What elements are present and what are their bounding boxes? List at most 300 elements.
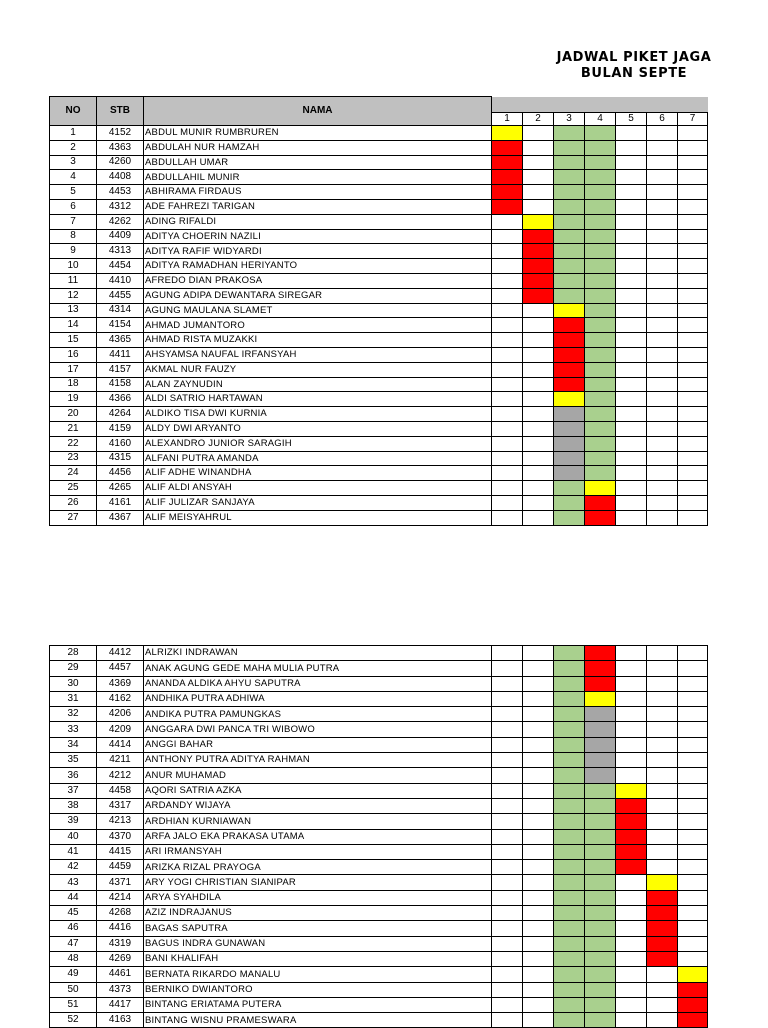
day-cell-3 (554, 377, 585, 392)
row-number: 12 (50, 288, 97, 303)
row-number: 24 (50, 466, 97, 481)
table-row (50, 875, 708, 890)
row-number: 30 (50, 676, 97, 691)
day-cell-6 (647, 303, 678, 318)
day-header: 6 (647, 113, 678, 126)
row-number: 31 (50, 691, 97, 706)
day-cell-2 (523, 185, 554, 200)
table-row (50, 199, 708, 214)
day-cell-3 (554, 951, 585, 966)
day-cell-4 (585, 844, 616, 859)
day-cell-7 (678, 707, 708, 722)
row-stb: 4265 (97, 481, 144, 496)
table-row (50, 646, 708, 661)
day-cell-4 (585, 1013, 616, 1028)
day-cell-6 (647, 318, 678, 333)
table-row (50, 140, 708, 155)
day-cell-4 (585, 199, 616, 214)
row-nama: ALRIZKI INDRAWAN (144, 646, 492, 661)
row-stb: 4319 (97, 936, 144, 951)
day-cell-4 (585, 829, 616, 844)
row-stb: 4260 (97, 155, 144, 170)
table-row (50, 259, 708, 274)
row-nama: ADITYA RAFIF WIDYARDI (144, 244, 492, 259)
day-cell-2 (523, 906, 554, 921)
day-cell-2 (523, 392, 554, 407)
day-cell-7 (678, 906, 708, 921)
day-cell-7 (678, 126, 708, 141)
day-cell-4 (585, 875, 616, 890)
day-cell-2 (523, 362, 554, 377)
day-cell-1 (492, 377, 523, 392)
table-row (50, 392, 708, 407)
day-cell-6 (647, 707, 678, 722)
row-nama: ALIF JULIZAR SANJAYA (144, 495, 492, 510)
row-number: 4 (50, 170, 97, 185)
day-cell-1 (492, 481, 523, 496)
row-number: 34 (50, 737, 97, 752)
table-row (50, 921, 708, 936)
row-number: 2 (50, 140, 97, 155)
day-cell-6 (647, 199, 678, 214)
row-nama: BAGAS SAPUTRA (144, 921, 492, 936)
row-number: 27 (50, 510, 97, 525)
day-cell-1 (492, 1013, 523, 1028)
day-cell-2 (523, 407, 554, 422)
table-row (50, 229, 708, 244)
day-cell-7 (678, 768, 708, 783)
day-cell-3 (554, 676, 585, 691)
day-cell-6 (647, 273, 678, 288)
day-cell-1 (492, 407, 523, 422)
day-cell-1 (492, 273, 523, 288)
row-stb: 4367 (97, 510, 144, 525)
day-cell-3 (554, 982, 585, 997)
day-cell-2 (523, 722, 554, 737)
row-stb: 4269 (97, 951, 144, 966)
row-stb: 4458 (97, 783, 144, 798)
day-cell-1 (492, 421, 523, 436)
day-cell-1 (492, 906, 523, 921)
table-row (50, 951, 708, 966)
day-cell-7 (678, 214, 708, 229)
day-cell-3 (554, 829, 585, 844)
day-cell-2 (523, 691, 554, 706)
row-nama: BINTANG ERIATAMA PUTERA (144, 997, 492, 1012)
day-cell-4 (585, 303, 616, 318)
row-number: 33 (50, 722, 97, 737)
table-row (50, 451, 708, 466)
day-cell-4 (585, 646, 616, 661)
day-cell-7 (678, 185, 708, 200)
day-cell-1 (492, 737, 523, 752)
day-cell-3 (554, 362, 585, 377)
day-cell-1 (492, 185, 523, 200)
day-cell-3 (554, 768, 585, 783)
table-row (50, 510, 708, 525)
row-nama: ANGGARA DWI PANCA TRI WIBOWO (144, 722, 492, 737)
day-cell-5 (616, 421, 647, 436)
row-number: 6 (50, 199, 97, 214)
day-cell-3 (554, 860, 585, 875)
day-cell-4 (585, 691, 616, 706)
day-cell-5 (616, 768, 647, 783)
row-number: 50 (50, 982, 97, 997)
day-cell-4 (585, 936, 616, 951)
day-cell-4 (585, 288, 616, 303)
day-cell-4 (585, 906, 616, 921)
day-cell-2 (523, 982, 554, 997)
day-header: 4 (585, 113, 616, 126)
table-row (50, 798, 708, 813)
row-number: 25 (50, 481, 97, 496)
day-cell-6 (647, 890, 678, 905)
row-nama: AFREDO DIAN PRAKOSA (144, 273, 492, 288)
day-cell-6 (647, 722, 678, 737)
day-cell-4 (585, 510, 616, 525)
day-cell-6 (647, 392, 678, 407)
row-nama: ARDANDY WIJAYA (144, 798, 492, 813)
day-cell-7 (678, 997, 708, 1012)
day-cell-7 (678, 273, 708, 288)
row-number: 26 (50, 495, 97, 510)
day-cell-5 (616, 377, 647, 392)
day-cell-7 (678, 362, 708, 377)
day-cell-6 (647, 244, 678, 259)
day-cell-5 (616, 436, 647, 451)
day-cell-1 (492, 768, 523, 783)
day-cell-5 (616, 170, 647, 185)
row-nama: ABDUL MUNIR RUMBRUREN (144, 126, 492, 141)
day-cell-5 (616, 875, 647, 890)
day-cell-7 (678, 259, 708, 274)
row-number: 5 (50, 185, 97, 200)
row-stb: 4373 (97, 982, 144, 997)
row-stb: 4313 (97, 244, 144, 259)
table-row (50, 377, 708, 392)
day-cell-3 (554, 875, 585, 890)
row-number: 42 (50, 860, 97, 875)
row-nama: ARIZKA RIZAL PRAYOGA (144, 860, 492, 875)
day-cell-5 (616, 214, 647, 229)
day-cell-1 (492, 936, 523, 951)
row-number: 39 (50, 814, 97, 829)
day-cell-3 (554, 347, 585, 362)
day-cell-3 (554, 936, 585, 951)
row-number: 23 (50, 451, 97, 466)
day-cell-7 (678, 798, 708, 813)
table-row (50, 362, 708, 377)
row-nama: ARY YOGI CHRISTIAN SIANIPAR (144, 875, 492, 890)
day-cell-3 (554, 229, 585, 244)
day-cell-4 (585, 753, 616, 768)
day-cell-5 (616, 126, 647, 141)
day-cell-7 (678, 421, 708, 436)
day-cell-2 (523, 707, 554, 722)
day-cell-7 (678, 303, 708, 318)
day-cell-1 (492, 691, 523, 706)
day-cell-3 (554, 783, 585, 798)
table-row (50, 814, 708, 829)
day-cell-1 (492, 982, 523, 997)
day-cell-3 (554, 921, 585, 936)
row-stb: 4414 (97, 737, 144, 752)
row-nama: ALEXANDRO JUNIOR SARAGIH (144, 436, 492, 451)
row-number: 19 (50, 392, 97, 407)
day-cell-5 (616, 707, 647, 722)
row-number: 15 (50, 333, 97, 348)
row-nama: ALFANI PUTRA AMANDA (144, 451, 492, 466)
row-nama: AHSYAMSA NAUFAL IRFANSYAH (144, 347, 492, 362)
day-cell-7 (678, 333, 708, 348)
day-cell-5 (616, 646, 647, 661)
day-cell-2 (523, 170, 554, 185)
day-cell-2 (523, 259, 554, 274)
row-number: 35 (50, 753, 97, 768)
row-stb: 4459 (97, 860, 144, 875)
table-row (50, 436, 708, 451)
day-cell-3 (554, 392, 585, 407)
row-stb: 4416 (97, 921, 144, 936)
day-cell-2 (523, 466, 554, 481)
row-nama: ALAN ZAYNUDIN (144, 377, 492, 392)
day-cell-4 (585, 273, 616, 288)
day-cell-6 (647, 229, 678, 244)
day-cell-7 (678, 890, 708, 905)
row-nama: ARDHIAN KURNIAWAN (144, 814, 492, 829)
row-number: 9 (50, 244, 97, 259)
day-cell-7 (678, 436, 708, 451)
day-cell-7 (678, 844, 708, 859)
row-nama: ADITYA RAMADHAN HERIYANTO (144, 259, 492, 274)
day-cell-2 (523, 844, 554, 859)
day-cell-4 (585, 392, 616, 407)
day-cell-7 (678, 481, 708, 496)
day-cell-6 (647, 347, 678, 362)
day-cell-5 (616, 951, 647, 966)
row-stb: 4371 (97, 875, 144, 890)
row-nama: AZIZ INDRAJANUS (144, 906, 492, 921)
day-cell-3 (554, 691, 585, 706)
row-stb: 4317 (97, 798, 144, 813)
day-cell-6 (647, 814, 678, 829)
day-cell-6 (647, 377, 678, 392)
row-number: 40 (50, 829, 97, 844)
schedule-title: JADWAL PIKET JAGA (556, 50, 712, 65)
day-cell-2 (523, 244, 554, 259)
day-cell-2 (523, 214, 554, 229)
table-row (50, 722, 708, 737)
day-cell-2 (523, 333, 554, 348)
row-nama: ABHIRAMA FIRDAUS (144, 185, 492, 200)
row-nama: BAGUS INDRA GUNAWAN (144, 936, 492, 951)
day-cell-1 (492, 495, 523, 510)
day-cell-1 (492, 676, 523, 691)
row-number: 51 (50, 997, 97, 1012)
day-cell-2 (523, 753, 554, 768)
day-cell-2 (523, 783, 554, 798)
day-cell-3 (554, 646, 585, 661)
day-cell-6 (647, 875, 678, 890)
day-cell-6 (647, 288, 678, 303)
schedule-subtitle-month: BULAN SEPTE (580, 66, 688, 81)
day-cell-4 (585, 259, 616, 274)
day-cell-6 (647, 844, 678, 859)
day-cell-1 (492, 753, 523, 768)
day-cell-7 (678, 155, 708, 170)
row-stb: 4409 (97, 229, 144, 244)
row-nama: AKMAL NUR FAUZY (144, 362, 492, 377)
day-cell-6 (647, 951, 678, 966)
day-cell-3 (554, 407, 585, 422)
row-stb: 4370 (97, 829, 144, 844)
day-cell-6 (647, 997, 678, 1012)
day-cell-1 (492, 259, 523, 274)
day-cell-4 (585, 661, 616, 676)
row-nama: BERNATA RIKARDO MANALU (144, 967, 492, 982)
day-cell-6 (647, 466, 678, 481)
day-cell-4 (585, 737, 616, 752)
day-cell-1 (492, 140, 523, 155)
day-cell-7 (678, 646, 708, 661)
day-cell-1 (492, 875, 523, 890)
day-cell-4 (585, 814, 616, 829)
row-number: 38 (50, 798, 97, 813)
row-stb: 4369 (97, 676, 144, 691)
row-nama: ALDI SATRIO HARTAWAN (144, 392, 492, 407)
day-cell-2 (523, 646, 554, 661)
day-cell-6 (647, 676, 678, 691)
day-cell-4 (585, 768, 616, 783)
row-number: 52 (50, 1013, 97, 1028)
day-cell-5 (616, 814, 647, 829)
day-cell-6 (647, 768, 678, 783)
table-row (50, 495, 708, 510)
row-nama: AHMAD JUMANTORO (144, 318, 492, 333)
table-row (50, 407, 708, 422)
day-cell-7 (678, 875, 708, 890)
day-cell-6 (647, 1013, 678, 1028)
day-cell-6 (647, 510, 678, 525)
day-cell-7 (678, 318, 708, 333)
row-stb: 4160 (97, 436, 144, 451)
day-cell-3 (554, 244, 585, 259)
day-header: 2 (523, 113, 554, 126)
table-row (50, 829, 708, 844)
row-number: 13 (50, 303, 97, 318)
table-body-top (50, 126, 708, 526)
day-cell-6 (647, 451, 678, 466)
day-cell-1 (492, 661, 523, 676)
day-cell-1 (492, 510, 523, 525)
table-row (50, 214, 708, 229)
row-nama: ANANDA ALDIKA AHYU SAPUTRA (144, 676, 492, 691)
row-nama: BANI KHALIFAH (144, 951, 492, 966)
day-cell-1 (492, 451, 523, 466)
day-cell-2 (523, 303, 554, 318)
row-number: 45 (50, 906, 97, 921)
day-cell-5 (616, 1013, 647, 1028)
day-cell-3 (554, 318, 585, 333)
row-stb: 4457 (97, 661, 144, 676)
day-cell-5 (616, 288, 647, 303)
day-cell-3 (554, 753, 585, 768)
row-stb: 4415 (97, 844, 144, 859)
day-cell-1 (492, 303, 523, 318)
day-cell-1 (492, 722, 523, 737)
day-cell-3 (554, 1013, 585, 1028)
table-row (50, 707, 708, 722)
day-cell-1 (492, 288, 523, 303)
day-cell-7 (678, 495, 708, 510)
day-cell-1 (492, 214, 523, 229)
day-cell-3 (554, 140, 585, 155)
row-stb: 4152 (97, 126, 144, 141)
row-nama: ARFA JALO EKA PRAKASA UTAMA (144, 829, 492, 844)
day-cell-5 (616, 333, 647, 348)
day-cell-6 (647, 921, 678, 936)
day-cell-2 (523, 451, 554, 466)
row-nama: ALIF ADHE WINANDHA (144, 466, 492, 481)
row-stb: 4214 (97, 890, 144, 905)
day-cell-1 (492, 436, 523, 451)
day-cell-2 (523, 829, 554, 844)
day-cell-7 (678, 288, 708, 303)
row-stb: 4365 (97, 333, 144, 348)
day-cell-3 (554, 259, 585, 274)
schedule-table-bottom (49, 645, 708, 1028)
day-cell-3 (554, 199, 585, 214)
row-number: 10 (50, 259, 97, 274)
row-number: 32 (50, 707, 97, 722)
table-row (50, 860, 708, 875)
day-header: 5 (616, 113, 647, 126)
day-cell-3 (554, 155, 585, 170)
day-cell-1 (492, 229, 523, 244)
row-stb: 4212 (97, 768, 144, 783)
day-cell-1 (492, 829, 523, 844)
table-row (50, 466, 708, 481)
day-cell-6 (647, 362, 678, 377)
day-cell-2 (523, 768, 554, 783)
day-cell-4 (585, 997, 616, 1012)
day-cell-7 (678, 199, 708, 214)
day-cell-4 (585, 783, 616, 798)
day-cell-1 (492, 466, 523, 481)
day-cell-3 (554, 214, 585, 229)
table-row (50, 1013, 708, 1028)
day-cell-5 (616, 722, 647, 737)
day-cell-1 (492, 844, 523, 859)
day-cell-1 (492, 890, 523, 905)
day-cell-1 (492, 997, 523, 1012)
day-cell-7 (678, 691, 708, 706)
row-stb: 4154 (97, 318, 144, 333)
day-cell-1 (492, 860, 523, 875)
day-cell-2 (523, 229, 554, 244)
day-cell-4 (585, 436, 616, 451)
row-nama: ARYA SYAHDILA (144, 890, 492, 905)
day-cell-4 (585, 481, 616, 496)
day-cell-5 (616, 407, 647, 422)
day-cell-2 (523, 676, 554, 691)
day-cell-5 (616, 860, 647, 875)
row-stb: 4461 (97, 967, 144, 982)
day-cell-6 (647, 906, 678, 921)
row-number: 18 (50, 377, 97, 392)
day-cell-3 (554, 185, 585, 200)
day-cell-7 (678, 860, 708, 875)
